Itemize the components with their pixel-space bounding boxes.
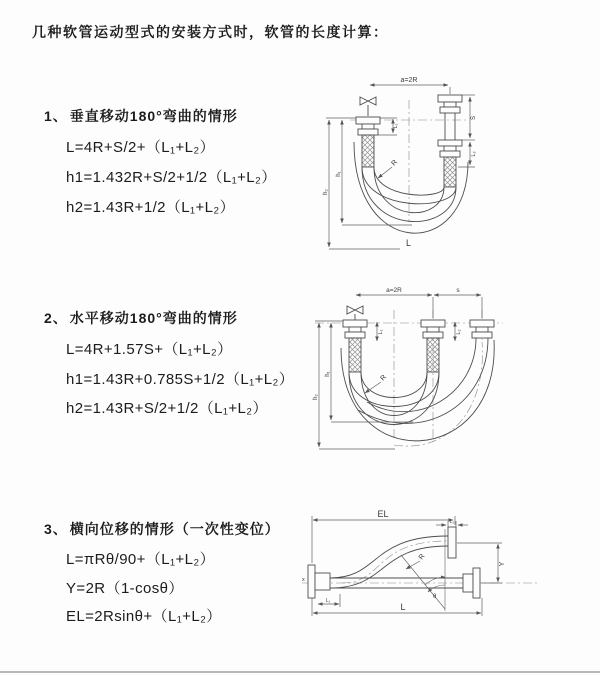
dim-label-h2: h₂ bbox=[313, 394, 319, 400]
section-1-number: 1、 bbox=[44, 108, 68, 124]
section-2-heading-text: 水平移动180°弯曲的情形 bbox=[69, 310, 238, 326]
diagram-horizontal-180-bend bbox=[295, 282, 595, 467]
dimension-lines bbox=[312, 516, 502, 616]
centerlines bbox=[315, 310, 503, 446]
section-1-formula-L: L=4R+S/2+（L₁+L₂） bbox=[66, 139, 216, 156]
radius-label: R bbox=[417, 552, 427, 562]
section-3-heading bbox=[44, 519, 282, 539]
dim-label-h1: h₁ bbox=[336, 171, 342, 177]
hose bbox=[330, 536, 463, 588]
angle-label: θ bbox=[433, 594, 437, 600]
flanges bbox=[308, 527, 480, 598]
right-fitting bbox=[438, 95, 462, 187]
section-1-heading bbox=[44, 106, 240, 126]
section-1-formula-h2: h2=1.43R+1/2（L₁+L₂） bbox=[66, 199, 236, 216]
diagram-lateral-displacement bbox=[300, 498, 595, 653]
section-1-heading-text: 垂直移动180°弯曲的情形 bbox=[69, 108, 238, 124]
dim-label-l2: L₂ bbox=[449, 519, 455, 525]
section-1-formula-h1: h1=1.432R+S/2+1/2（L₁+L₂） bbox=[66, 169, 277, 186]
section-2-formula-L: L=4R+1.57S+（L₁+L₂） bbox=[66, 341, 233, 358]
dim-label-l1: L₁ bbox=[393, 123, 399, 129]
dim-label-s: s bbox=[456, 287, 460, 294]
dim-label-l2: L₂ bbox=[471, 151, 477, 157]
section-2-formula-h2: h2=1.43R+S/2+1/2（L₁+L₂） bbox=[66, 400, 268, 417]
dim-label-h2: h₂ bbox=[323, 189, 329, 195]
hose-bend bbox=[341, 338, 494, 441]
dim-label-l1: L₁ bbox=[325, 598, 331, 604]
dim-label-y: Y bbox=[499, 561, 506, 567]
diagram-vertical-180-bend bbox=[300, 70, 580, 270]
dim-label-s: S bbox=[471, 115, 477, 121]
page-bottom-edge bbox=[0, 671, 600, 673]
radius-label: R bbox=[390, 158, 399, 168]
dim-label-a2r: a=2R bbox=[400, 77, 418, 84]
page-title: 几种软管运动型式的安装方式时，软管的长度计算： bbox=[32, 24, 389, 40]
length-label: L bbox=[406, 238, 412, 248]
valve-icon bbox=[347, 306, 363, 320]
dim-label-l1: L₁ bbox=[378, 329, 384, 335]
dim-label-h1: h₁ bbox=[325, 371, 331, 377]
section-3-formula-Y: Y=2R（1-cosθ） bbox=[66, 580, 184, 597]
dim-label-el: EL bbox=[377, 509, 389, 519]
section-2-heading bbox=[44, 308, 240, 328]
section-3-formula-EL: EL=2Rsinθ+（L₁+L₂） bbox=[66, 608, 222, 625]
left-fitting bbox=[356, 117, 380, 167]
dim-label-a2r: a=2R bbox=[386, 287, 402, 294]
valve-icon bbox=[360, 97, 376, 116]
section-2-number: 2、 bbox=[44, 310, 68, 326]
radius-label: R bbox=[379, 373, 388, 383]
section-3-heading-text: 横向位移的情形（一次性变位） bbox=[69, 521, 280, 537]
dim-label-l: L bbox=[400, 602, 406, 612]
section-3-number: 3、 bbox=[44, 521, 68, 537]
section-2-formula-h1: h1=1.43R+0.785S+1/2（L₁+L₂） bbox=[66, 371, 295, 388]
centerline-label: x bbox=[302, 577, 305, 583]
section-3-formula-L: L=πRθ/90+（L₁+L₂） bbox=[66, 551, 215, 568]
dim-label-l2: L₂ bbox=[456, 329, 462, 335]
